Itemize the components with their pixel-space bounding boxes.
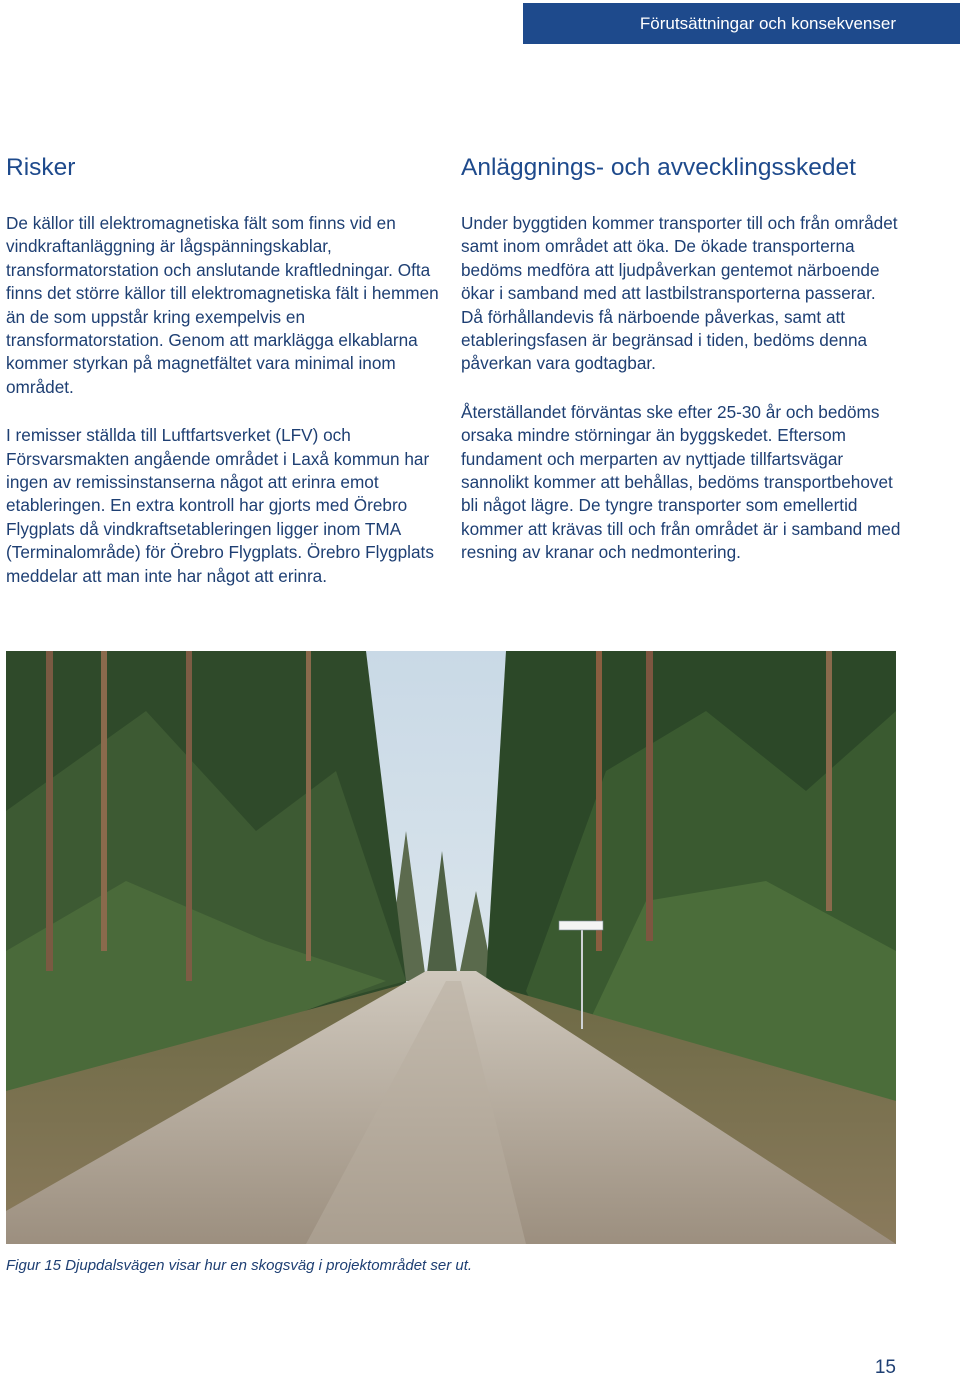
construction-column — [461, 152, 901, 590]
risks-heading: Risker — [6, 154, 76, 181]
risks-column — [6, 152, 440, 613]
page-number: 15 — [874, 1357, 896, 1378]
section-title: Förutsättningar och konsekvenser — [639, 13, 896, 33]
section-header — [523, 3, 960, 44]
figure-caption: Figur 15 Djupdalsvägen visar hur en skogsväg i projektområdet ser ut. — [6, 1257, 473, 1274]
construction-paragraph-2: Återställandet förväntas ske efter 25-30 år och bedöms orsaka mindre störningar än byggskedet. Eftersom fundament och merparten av nyttjade tillfartsvägar sannolikt kommer att behållas, bedöms transportbehovet bli något lägre. De tyngre transporter som emellertid kommer att krävas till och från området är i samband med resning av kranar och nedmontering. — [461, 401, 901, 563]
risks-paragraph-2: I remisser ställda till Luftfartsverket (LFV) och Försvarsmakten angående området i Laxå kommun har ingen av remissinstanserna något att erinra emot etableringen. En extra kontroll har gjorts med Örebro Flygplats då vindkraftsetableringen ligger inom TMA (Terminalområde) för Örebro Flygplats. Örebro Flygplats meddelar att man inte har något att erinra. — [6, 425, 434, 586]
risks-paragraph-1: De källor till elektromagnetiska fält som finns vid en vindkraftanläggning är lågspänningskablar, transformatorstation och anslutande kraftledningar. Ofta finns det större källor till elektromagnetiska fält i hemmen än de som uppstår kring exempelvis en transformatorstation. Genom att marklägga elkablarna kommer styrkan på magnetfältet vara minimal inom området. — [6, 213, 439, 397]
construction-heading: Anläggnings- och avvecklingsskedet — [461, 154, 856, 181]
forest-road-photo — [6, 651, 896, 1244]
construction-paragraph-1: Under byggtiden kommer transporter till och från området samt inom området att öka. De ökade transporterna bedöms medföra att ljudpåverkan gentemot närboende ökar i samband med att lastbilstransporterna passerar. Då förhållandevis få närboende påverkas, samt att etableringsfasen är begränsad i tiden, bedöms denna påverkan vara godtagbar. — [461, 213, 898, 374]
